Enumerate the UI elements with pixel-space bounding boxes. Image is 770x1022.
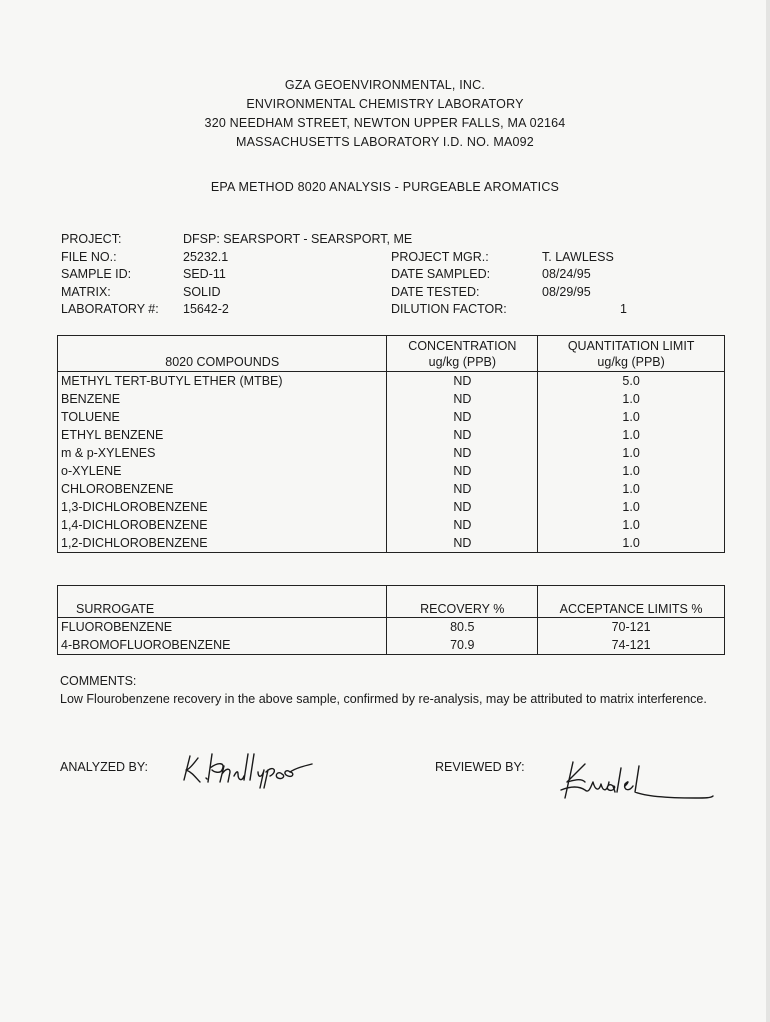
compound-concentration: ND: [387, 516, 538, 534]
comments-text: Low Flourobenzene recovery in the above sample, confirmed by re-analysis, may be attributed to matrix interference.: [60, 692, 707, 706]
compound-quantitation-limit: 1.0: [538, 444, 725, 462]
compound-concentration: ND: [387, 498, 538, 516]
value-matrix: SOLID: [183, 284, 221, 299]
surrogates-body: [58, 618, 725, 655]
value-dilution-factor: 1: [620, 302, 627, 316]
compound-name: CHLOROBENZENE: [61, 482, 174, 496]
value-file-no: 25232.1: [183, 249, 229, 264]
compound-row: [58, 372, 725, 391]
compound-row: [58, 480, 725, 498]
compound-row: [58, 462, 725, 480]
compound-concentration: ND: [387, 462, 538, 480]
value-sample-id: SED-11: [183, 267, 226, 281]
reviewed-signature: [555, 756, 720, 808]
label-dilution-factor: DILUTION FACTOR:: [391, 302, 507, 316]
label-date-tested: DATE TESTED:: [391, 284, 480, 299]
surrogate-recovery: 70.9: [387, 636, 538, 655]
surrogate-acceptance-limits: 70-121: [538, 618, 725, 637]
compound-name: ETHYL BENZENE: [61, 428, 164, 442]
info-values-right: [542, 249, 627, 319]
compound-quantitation-limit: 1.0: [538, 534, 725, 553]
compounds-body: [58, 372, 725, 553]
compound-concentration: ND: [387, 372, 538, 391]
surrogate-name: FLUOROBENZENE: [61, 620, 173, 634]
info-values-left: [183, 231, 412, 319]
company-name: GZA GEOENVIRONMENTAL, INC.: [284, 78, 486, 92]
compound-concentration: ND: [387, 390, 538, 408]
compound-name: 1,4-DICHLOROBENZENE: [61, 518, 208, 532]
label-project-mgr: PROJECT MGR.:: [391, 249, 489, 264]
header-recovery: RECOVERY %: [387, 586, 538, 618]
reviewed-by-label: REVIEWED BY:: [435, 760, 525, 774]
compound-name: o-XYLENE: [61, 464, 122, 478]
header-surrogate: SURROGATE: [58, 586, 387, 618]
info-labels-right: [391, 249, 507, 319]
surrogate-acceptance-limits: 74-121: [538, 636, 725, 655]
compound-row: [58, 498, 725, 516]
header-compounds: 8020 COMPOUNDS: [58, 336, 387, 372]
surrogate-row: [58, 618, 725, 637]
compound-name: m & p-XYLENES: [61, 446, 156, 460]
compound-name: BENZENE: [61, 392, 121, 406]
compound-quantitation-limit: 5.0: [538, 372, 725, 391]
lab-id: MASSACHUSETTS LABORATORY I.D. NO. MA092: [236, 135, 534, 149]
compound-quantitation-limit: 1.0: [538, 480, 725, 498]
compound-concentration: ND: [387, 480, 538, 498]
surrogates-header-row: [58, 586, 725, 618]
compound-row: [58, 390, 725, 408]
value-project-mgr: T. LAWLESS: [542, 249, 614, 264]
header-concentration-title: CONCENTRATION: [408, 339, 517, 353]
header-concentration: [387, 336, 538, 372]
value-project: DFSP: SEARSPORT - SEARSPORT, ME: [183, 232, 413, 246]
compounds-header-row: [58, 336, 725, 372]
compound-row: [58, 516, 725, 534]
header-limit-title: QUANTITATION LIMIT: [567, 339, 695, 353]
compound-name: TOLUENE: [61, 410, 120, 424]
compound-quantitation-limit: 1.0: [538, 462, 725, 480]
compound-concentration: ND: [387, 408, 538, 426]
comments-section: [60, 672, 720, 708]
label-lab-no: LABORATORY #:: [61, 302, 159, 316]
header-acceptance-limits: ACCEPTANCE LIMITS %: [538, 586, 725, 618]
compound-row: [58, 534, 725, 553]
header-limit-unit: ug/kg (PPB): [597, 355, 665, 369]
compound-name: METHYL TERT-BUTYL ETHER (MTBE): [61, 374, 283, 388]
compound-row: [58, 408, 725, 426]
compound-quantitation-limit: 1.0: [538, 516, 725, 534]
value-lab-no: 15642-2: [183, 302, 229, 316]
label-sample-id: SAMPLE ID:: [61, 267, 132, 281]
lab-name: ENVIRONMENTAL CHEMISTRY LABORATORY: [246, 97, 524, 111]
value-date-tested: 08/29/95: [542, 284, 591, 299]
value-date-sampled: 08/24/95: [542, 267, 591, 281]
surrogate-row: [58, 636, 725, 655]
letterhead: [0, 76, 770, 152]
compound-concentration: ND: [387, 426, 538, 444]
surrogate-recovery: 80.5: [387, 618, 538, 637]
header-quantitation-limit: [538, 336, 725, 372]
comments-label: COMMENTS:: [60, 674, 137, 688]
compound-quantitation-limit: 1.0: [538, 498, 725, 516]
compound-name: 1,3-DICHLOROBENZENE: [61, 500, 208, 514]
compound-concentration: ND: [387, 444, 538, 462]
header-concentration-unit: ug/kg (PPB): [428, 355, 497, 369]
compound-quantitation-limit: 1.0: [538, 408, 725, 426]
analyzed-signature: [178, 748, 338, 790]
compound-name: 1,2-DICHLOROBENZENE: [61, 536, 208, 550]
compound-row: [58, 444, 725, 462]
page-edge: [766, 0, 770, 1022]
label-project: PROJECT:: [61, 232, 122, 246]
method-title: EPA METHOD 8020 ANALYSIS - PURGEABLE AROMATICS: [210, 180, 560, 194]
analyzed-by-label: ANALYZED BY:: [60, 760, 148, 774]
compound-quantitation-limit: 1.0: [538, 426, 725, 444]
lab-address: 320 NEEDHAM STREET, NEWTON UPPER FALLS, MA 02164: [204, 116, 566, 130]
label-matrix: MATRIX:: [61, 284, 111, 299]
surrogates-table: [57, 585, 725, 655]
compounds-table: [57, 335, 725, 553]
compound-row: [58, 426, 725, 444]
label-file-no: FILE NO.:: [61, 249, 117, 264]
compound-quantitation-limit: 1.0: [538, 390, 725, 408]
compound-concentration: ND: [387, 534, 538, 553]
label-date-sampled: DATE SAMPLED:: [391, 267, 491, 281]
surrogate-name: 4-BROMOFLUOROBENZENE: [61, 638, 231, 652]
info-labels-left: [61, 231, 159, 319]
